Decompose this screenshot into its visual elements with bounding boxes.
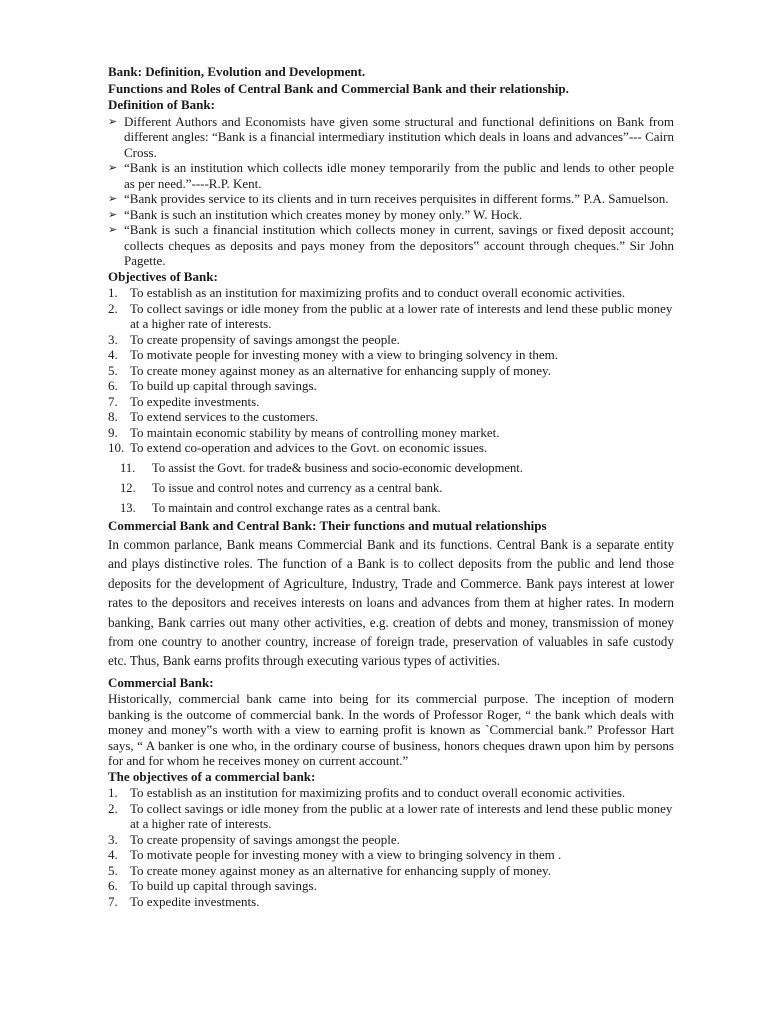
objective-item: 8. To extend services to the customers.	[108, 409, 319, 424]
objective-item: 11. To assist the Govt. for trade& business and socio-economic development.	[120, 460, 523, 475]
arrow-bullet-icon: ➢	[108, 207, 118, 221]
objective-item: 10. To extend co-operation and advices to the Govt. on economic issues.	[108, 440, 488, 455]
objective-item: 4. To motivate people for investing money with a view to bringing solvency in them .	[108, 847, 562, 863]
commercial-paragraph: Historically, commercial bank came into being for its commercial purpose. The inception of modern banking is the outcome of commercial bank. In the words of Professor Roger, “ the bank which deals with money and money‟s worth with a view to earning profit is known as `Commercial bank.” Professor Hart says, “ A banker is one who, in the ordinary course of business, honors cheques drawn upon him by persons for and for whom he receives money on current account.”	[108, 691, 674, 769]
objective-item: 3. To create propensity of savings amongst the people.	[108, 831, 400, 847]
objective-item: 9. To maintain economic stability by means of controlling money market.	[108, 424, 500, 440]
objective-item: 3. To create propensity of savings amongst the people.	[108, 331, 400, 347]
definition-heading: Definition of Bank:	[108, 97, 215, 112]
doc-title: Bank: Definition, Evolution and Development.	[108, 64, 366, 79]
document-page	[108, 64, 674, 909]
commercial-objectives-heading: The objectives of a commercial bank:	[108, 768, 316, 784]
objective-item: 4. To motivate people for investing money with a view to bringing solvency in them.	[108, 347, 559, 362]
doc-subtitle: Functions and Roles of Central Bank and Commercial Bank and their relationship.	[108, 80, 569, 96]
objective-item: 2. To collect savings or idle money from the public at a lower rate of interests and lend these public money at a higher rate of interests.	[108, 300, 673, 331]
objectives-list	[108, 285, 674, 456]
cb-heading: Commercial Bank and Central Bank: Their functions and mutual relationships	[108, 517, 547, 533]
objective-item: 2. To collect savings or idle money from the public at a lower rate of interests and lend these public money at a higher rate of interests.	[108, 800, 673, 832]
arrow-bullet-icon: ➢	[108, 223, 118, 236]
cb-paragraph: In common parlance, Bank means Commercial Bank and its functions. Central Bank is a separate entity and plays distinctive roles. The function of a Bank is to collect deposits from the public and lend those deposits for the development of Agriculture, Industry, Trade and Commerce. Bank pays interest at lower rates to the depositors and receives interests on loans and advances from them at higher rates. In modern banking, Bank carries out many other activities, e.g. creation of debts and money, transmission of money from one country to another country, increase of foreign trade, preservation of valuables in safe custody etc. Thus, Bank earns profits through executing various types of activities.	[108, 537, 674, 669]
definition-item: ➢ “Bank provides service to its clients and in turn receives perquisites in different forms.” P.A. Samuelson.	[108, 191, 669, 206]
objective-item: 7. To expedite investments.	[108, 393, 260, 409]
objectives-extra-list	[108, 458, 674, 518]
objective-item: 13. To maintain and control exchange rates as a central bank.	[120, 500, 441, 515]
definition-list	[108, 114, 674, 269]
objective-item: 5. To create money against money as an alternative for enhancing supply of money.	[108, 362, 551, 378]
objective-item: 1. To establish as an institution for maximizing profits and to conduct overall economic activities.	[108, 785, 626, 801]
arrow-bullet-icon: ➢	[108, 114, 118, 128]
commercial-objectives-list	[108, 785, 674, 909]
definition-item: ➢ Different Authors and Economists have given some structural and functional definitions on Bank from different angles: “Bank is a financial intermediary institution which deals in loans and advances”--- Cairn Cross.	[108, 113, 674, 160]
definition-item: ➢ “Bank is such a financial institution which collects money in current, savings or fixed deposit account; collects cheques as deposits and pays money from the depositors‟ account through cheques.” Sir John Pagette.	[108, 222, 674, 268]
arrow-bullet-icon: ➢	[108, 161, 118, 174]
objective-item: 12. To issue and control notes and currency as a central bank.	[120, 480, 443, 495]
definition-item: ➢ “Bank is an institution which collects idle money temporarily from the public and lends to other people as per need.”----R.P. Kent.	[108, 160, 674, 191]
objective-item: 7. To expedite investments.	[108, 893, 260, 909]
arrow-bullet-icon: ➢	[108, 192, 118, 205]
objective-item: 1. To establish as an institution for maximizing profits and to conduct overall economic activities.	[108, 285, 626, 300]
objective-item: 5. To create money against money as an alternative for enhancing supply of money.	[108, 862, 551, 878]
commercial-heading: Commercial Bank:	[108, 674, 214, 690]
objective-item: 6. To build up capital through savings.	[108, 378, 317, 393]
objective-item: 6. To build up capital through savings.	[108, 878, 317, 894]
objectives-heading: Objectives of Bank:	[108, 268, 218, 284]
definition-item: ➢ “Bank is such an institution which creates money by money only.” W. Hock.	[108, 206, 523, 222]
